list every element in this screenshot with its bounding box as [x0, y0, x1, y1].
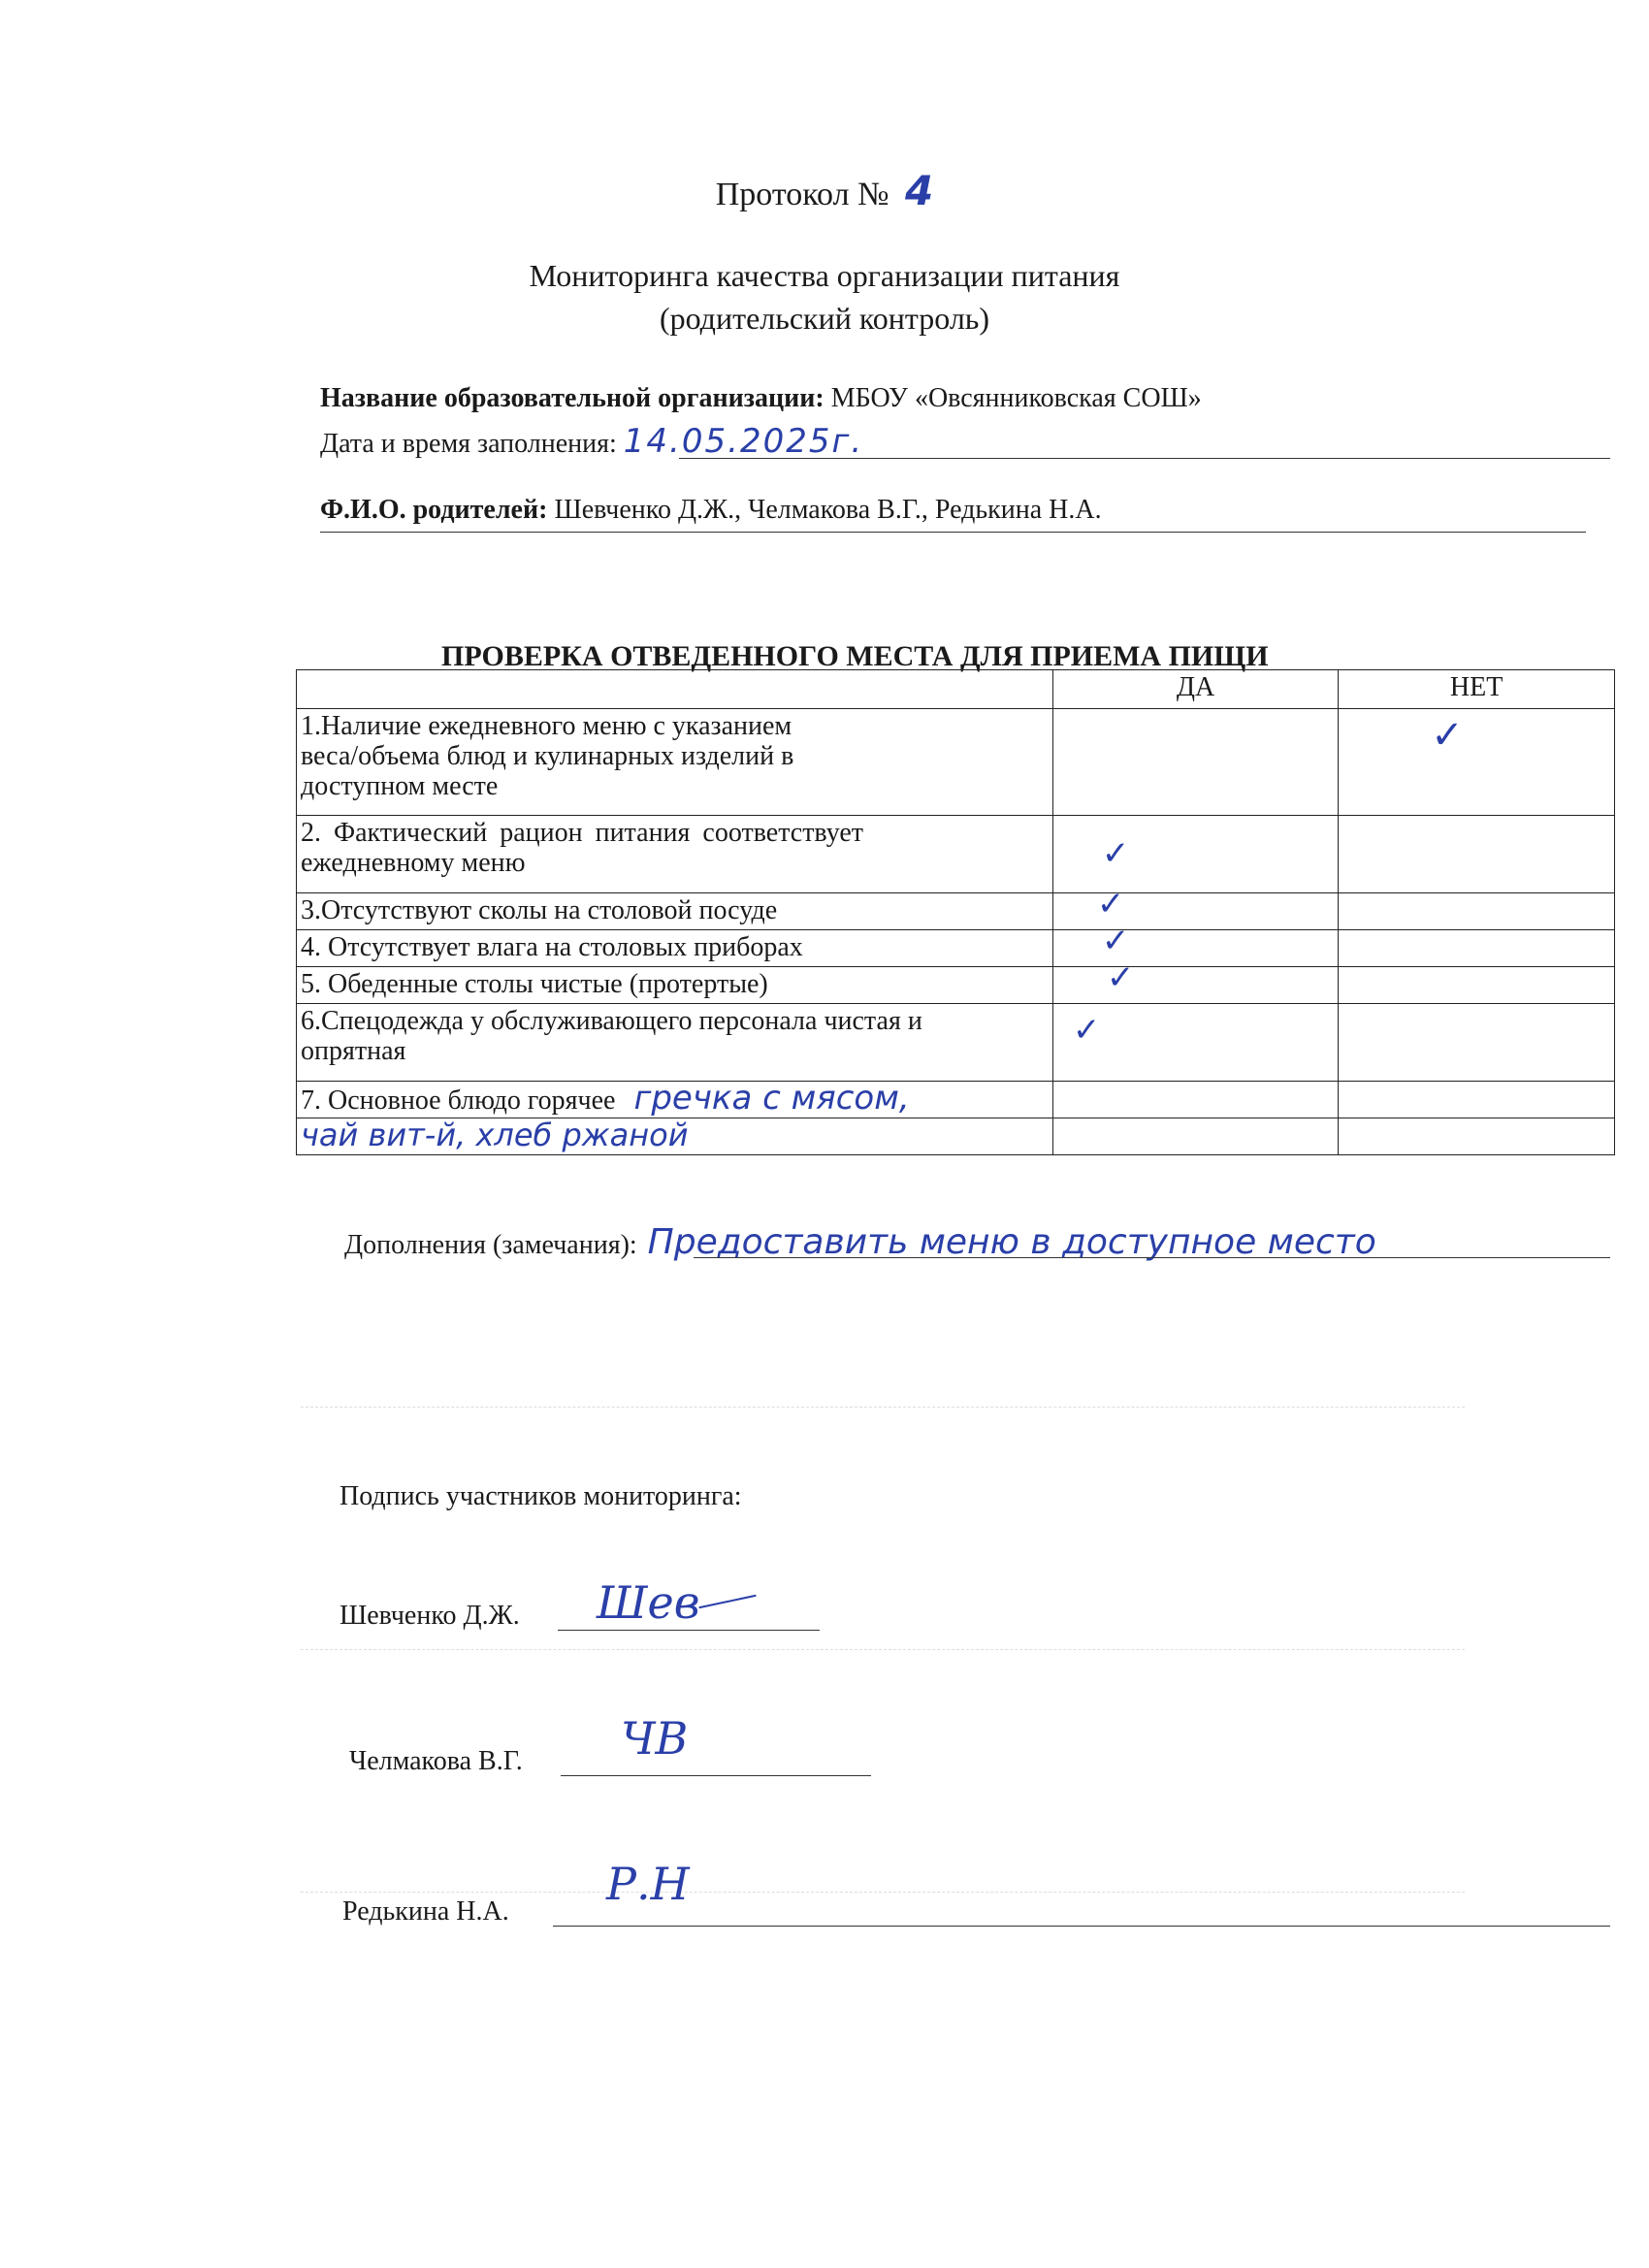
row-2-text	[297, 816, 1053, 893]
row-6-line-1: 6.Спецодежда у обслуживающего персонала чистая и	[301, 1006, 922, 1036]
check-mark-icon: ✓	[1101, 834, 1130, 873]
table-row	[297, 816, 1615, 893]
row-1-line-1: 1.Наличие ежедневного меню с указанием	[301, 711, 792, 741]
row-7-label: 7. Основное блюдо горячее	[301, 1085, 616, 1116]
table-header-row	[297, 670, 1615, 709]
row-3-text: 3.Отсутствуют сколы на столовой посуде	[297, 893, 1053, 930]
row-4-yes	[1052, 922, 1338, 967]
row-6-no	[1339, 1004, 1615, 1082]
table-row	[297, 709, 1615, 816]
row-7-no	[1339, 1082, 1615, 1118]
org-value: МБОУ «Овсянниковская СОШ»	[830, 383, 1202, 413]
section-title: ПРОВЕРКА ОТВЕДЕННОГО МЕСТА ДЛЯ ПРИЕМА ПИЩИ	[441, 640, 1269, 672]
row-7-handwritten-1: гречка с мясом,	[633, 1079, 910, 1118]
row-2-yes	[1052, 816, 1338, 893]
subtitle-line-1: Мониторинга качества организации питания	[529, 258, 1120, 293]
parents-line	[320, 495, 1102, 526]
table-row	[297, 893, 1615, 930]
protocol-subtitle	[0, 254, 1649, 340]
row-5-no	[1339, 967, 1615, 1004]
check-table	[296, 669, 1615, 1155]
date-underline	[679, 458, 1610, 459]
parents-value: Шевченко Д.Ж., Челмакова В.Г., Редькина Н.А.	[554, 495, 1102, 525]
parents-label: Ф.И.О. родителей:	[320, 495, 548, 525]
row-6-text	[297, 1004, 1053, 1082]
signature-name-1: Шевченко Д.Ж.	[340, 1601, 520, 1631]
org-line	[320, 383, 1202, 414]
row-5-text: 5. Обеденные столы чистые (протертые)	[297, 967, 1053, 1004]
row-2-no	[1339, 816, 1615, 893]
row-4-no	[1339, 930, 1615, 967]
row-6-yes	[1052, 1004, 1338, 1082]
check-mark-icon: ✓	[1106, 958, 1135, 997]
row-1-yes	[1052, 709, 1338, 816]
org-label: Название образовательной организации:	[320, 383, 824, 413]
row-7-handwritten-2: чай вит-й, хлеб ржаной	[301, 1117, 689, 1153]
row-2-line-2: ежедневному меню	[301, 848, 526, 878]
row-7-continued	[297, 1118, 1053, 1155]
scan-artifact	[301, 1649, 1465, 1650]
row-7-text	[297, 1079, 1053, 1118]
protocol-title	[0, 167, 1649, 214]
date-value: 14.05.2025г.	[623, 422, 864, 461]
table-row	[297, 967, 1615, 1004]
signature-mark-1: Шев	[597, 1576, 700, 1629]
parents-underline	[320, 532, 1586, 533]
header-empty-cell	[297, 670, 1053, 709]
date-label: Дата и время заполнения:	[320, 429, 617, 459]
row-7b-no	[1339, 1118, 1615, 1155]
row-7-yes	[1052, 1082, 1338, 1118]
signature-name-2: Челмакова В.Г.	[349, 1746, 523, 1776]
row-3-no	[1339, 893, 1615, 930]
row-1-line-3: доступном месте	[301, 771, 499, 801]
notes-line	[344, 1222, 1376, 1262]
row-1-line-2: веса/объема блюд и кулинарных изделий в	[301, 741, 794, 771]
check-mark-icon: ✓	[1096, 885, 1125, 923]
signature-line-1	[558, 1630, 820, 1631]
signatures-title: Подпись участников мониторинга:	[340, 1481, 742, 1511]
signature-name-3: Редькина Н.А.	[342, 1896, 509, 1927]
header-no: НЕТ	[1339, 670, 1615, 709]
row-6-line-2: опрятная	[301, 1036, 406, 1066]
scan-artifact	[301, 1892, 1465, 1893]
signature-line-2	[561, 1775, 871, 1776]
signature-line-3	[553, 1926, 1610, 1927]
signature-mark-3: Р.Н	[606, 1858, 690, 1910]
row-7b-yes	[1052, 1118, 1338, 1155]
notes-value: Предоставить меню в доступное место	[647, 1222, 1376, 1262]
row-3-yes	[1052, 885, 1338, 930]
date-line	[320, 422, 863, 461]
signature-stroke-1	[698, 1595, 756, 1608]
table-row	[297, 930, 1615, 967]
row-1-text	[297, 709, 1053, 816]
notes-label: Дополнения (замечания):	[344, 1230, 637, 1260]
row-4-text: 4. Отсутствует влага на столовых приборах	[297, 930, 1053, 967]
notes-underline	[694, 1257, 1610, 1258]
table-row	[297, 1118, 1615, 1155]
table-row	[297, 1082, 1615, 1118]
subtitle-line-2: (родительский контроль)	[659, 301, 990, 336]
row-1-no	[1339, 709, 1615, 816]
scan-artifact	[301, 1407, 1465, 1408]
signature-mark-2: ЧВ	[621, 1712, 689, 1765]
protocol-number: 4	[905, 167, 934, 214]
table-row	[297, 1004, 1615, 1082]
header-yes: ДА	[1052, 670, 1338, 709]
check-mark-icon: ✓	[1431, 713, 1464, 758]
check-mark-icon: ✓	[1072, 1011, 1101, 1050]
protocol-label: Протокол №	[715, 177, 889, 212]
row-5-yes	[1052, 958, 1338, 1004]
check-mark-icon: ✓	[1101, 922, 1130, 960]
row-2-line-1: 2. Фактический рацион питания соответствует	[301, 818, 863, 848]
